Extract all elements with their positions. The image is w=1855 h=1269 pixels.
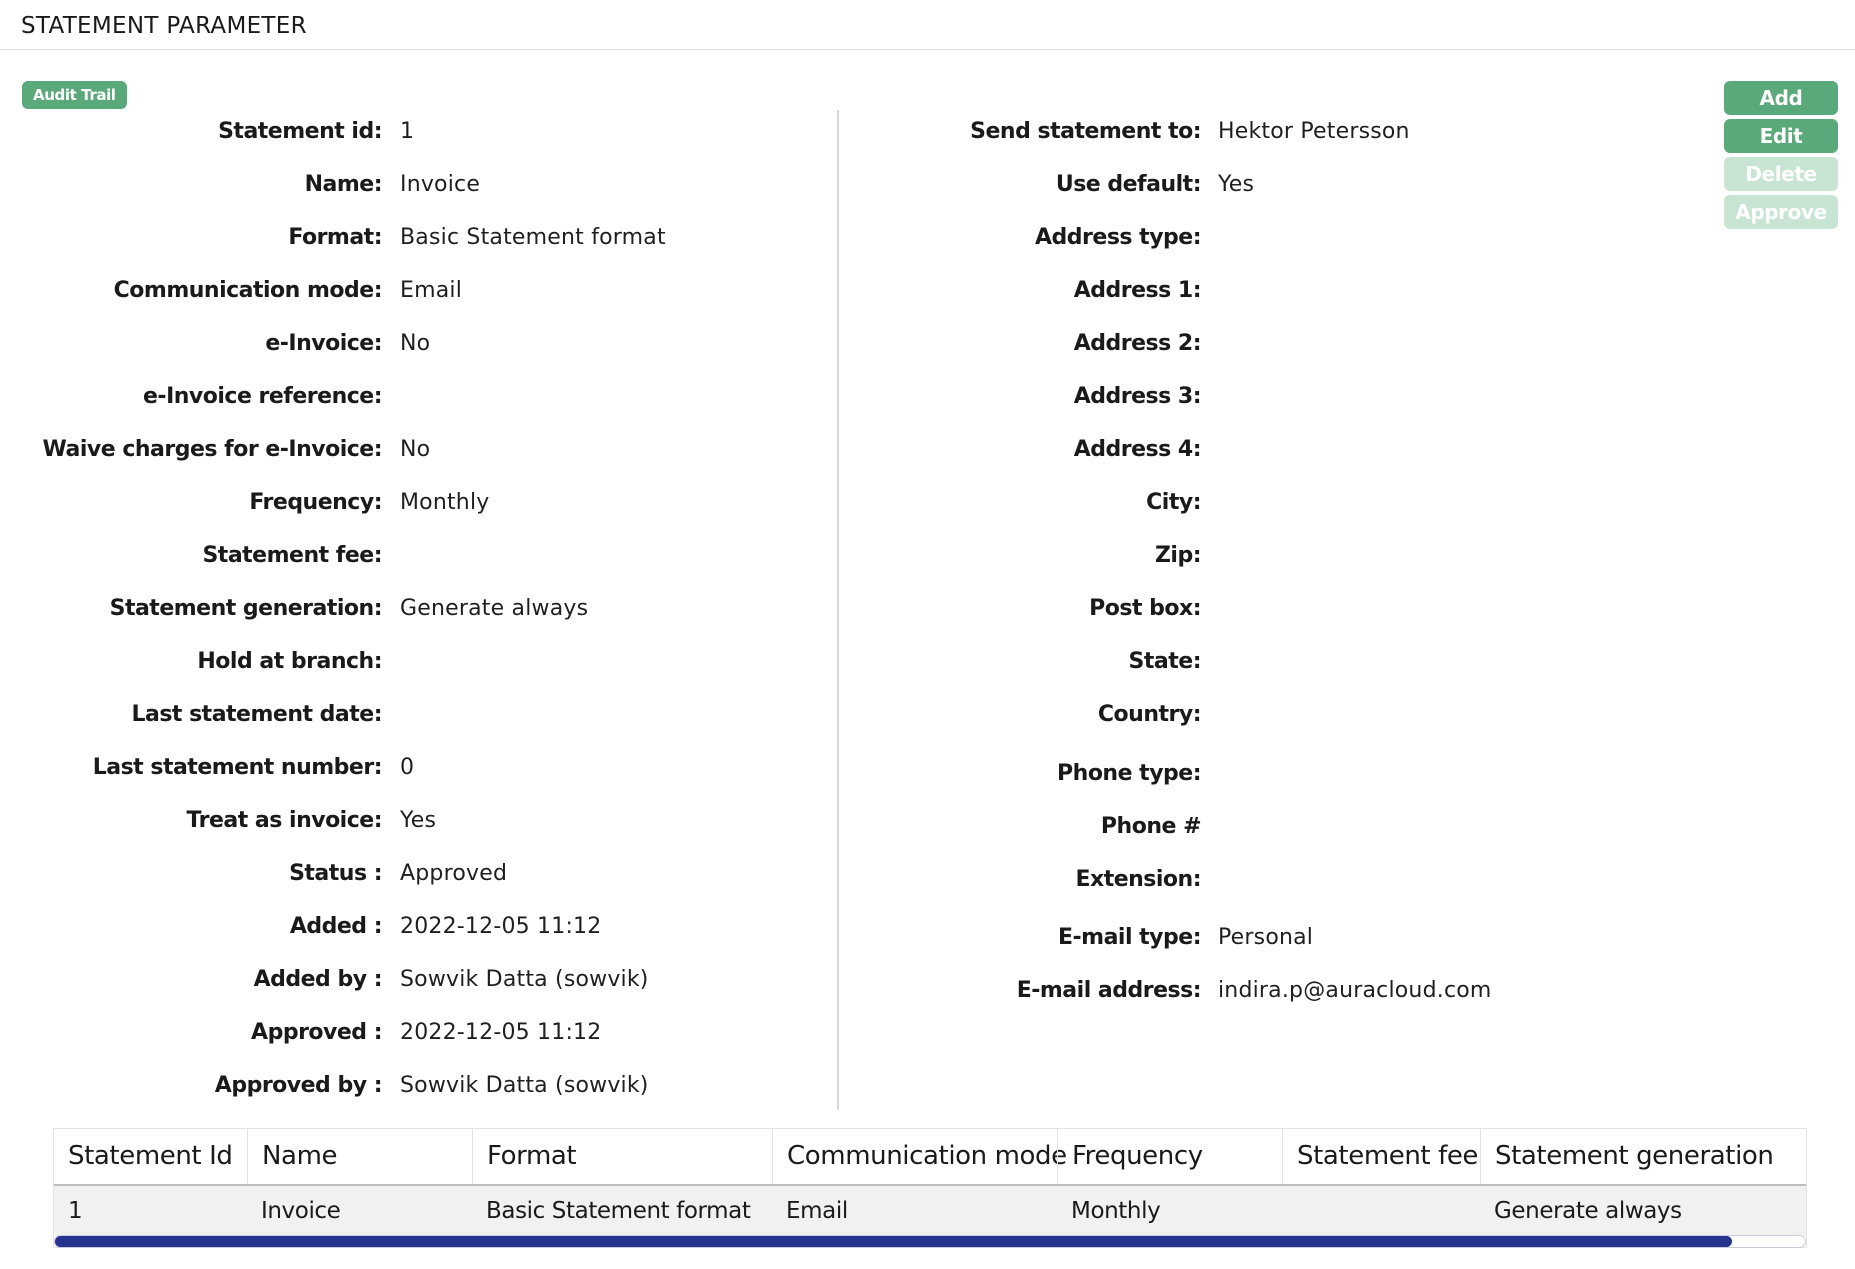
detail-value: Email <box>400 278 463 303</box>
detail-label: Address 1: <box>1073 278 1201 303</box>
detail-label: Approved by : <box>214 1073 382 1098</box>
detail-value: Approved <box>400 861 508 886</box>
table-header <box>54 1129 1806 1186</box>
detail-value: Yes <box>1218 172 1255 197</box>
detail-value: Invoice <box>400 172 481 197</box>
detail-label: State: <box>1128 649 1201 674</box>
detail-label: e-Invoice: <box>265 331 382 356</box>
table-cell-statement-id: 1 <box>68 1198 83 1224</box>
detail-value: Basic Statement format <box>400 225 666 250</box>
detail-label: Format: <box>288 225 382 250</box>
detail-label: Approved : <box>251 1020 382 1045</box>
detail-label: Extension: <box>1075 867 1201 892</box>
detail-label: Communication mode: <box>113 278 382 303</box>
detail-label: Treat as invoice: <box>186 808 382 833</box>
detail-label: Hold at branch: <box>197 649 382 674</box>
detail-value: Hektor Petersson <box>1218 119 1410 144</box>
detail-label: e-Invoice reference: <box>143 384 382 409</box>
detail-value: 2022-12-05 11:12 <box>400 914 602 939</box>
scrollbar-thumb[interactable] <box>55 1236 1732 1247</box>
detail-label: Last statement date: <box>131 702 382 727</box>
audit-trail-button[interactable]: Audit Trail <box>22 81 127 109</box>
detail-label: Address 3: <box>1073 384 1201 409</box>
detail-value: Sowvik Datta (sowvik) <box>400 967 649 992</box>
detail-label: Use default: <box>1055 172 1201 197</box>
table-cell-statement-generation: Generate always <box>1494 1198 1682 1224</box>
detail-label: Added : <box>289 914 382 939</box>
statements-table <box>53 1128 1807 1248</box>
detail-label: Post box: <box>1089 596 1201 621</box>
detail-label: E-mail type: <box>1058 925 1201 950</box>
table-cell-format: Basic Statement format <box>486 1198 751 1224</box>
detail-label: Address 4: <box>1073 437 1201 462</box>
detail-label: Address 2: <box>1073 331 1201 356</box>
detail-value: 2022-12-05 11:12 <box>400 1020 602 1045</box>
detail-value: Monthly <box>400 490 490 515</box>
detail-label: Last statement number: <box>92 755 382 780</box>
detail-label: Statement generation: <box>109 596 382 621</box>
table-cell-statement-fee <box>1282 1186 1480 1236</box>
column-header-format[interactable]: Format <box>472 1129 772 1184</box>
column-header-frequency[interactable]: Frequency <box>1057 1129 1282 1184</box>
detail-label: Zip: <box>1154 543 1201 568</box>
column-header-statement-id[interactable]: Statement Id <box>68 1141 233 1171</box>
detail-label: Phone # <box>1100 814 1201 839</box>
table-cell-name: Invoice <box>261 1198 341 1224</box>
add-button[interactable]: Add <box>1724 81 1838 115</box>
detail-label: City: <box>1146 490 1201 515</box>
column-header-communication-mode[interactable]: Communication mode <box>772 1129 1057 1184</box>
detail-value: Generate always <box>400 596 589 621</box>
detail-label: Phone type: <box>1057 761 1201 786</box>
detail-label: E-mail address: <box>1016 978 1201 1003</box>
detail-label: Status : <box>289 861 382 886</box>
column-header-name[interactable]: Name <box>247 1129 472 1184</box>
delete-button: Delete <box>1724 157 1838 191</box>
detail-label: Country: <box>1097 702 1201 727</box>
detail-value: Yes <box>400 808 437 833</box>
column-header-statement-generation[interactable]: Statement generation <box>1480 1129 1808 1184</box>
column-header-statement-fee[interactable]: Statement fee <box>1282 1129 1480 1184</box>
page-title: STATEMENT PARAMETER <box>21 13 307 39</box>
detail-value: 0 <box>400 755 415 780</box>
detail-label: Frequency: <box>249 490 382 515</box>
detail-value: No <box>400 331 431 356</box>
page-header <box>0 0 1855 50</box>
approve-button: Approve <box>1724 195 1838 229</box>
edit-button[interactable]: Edit <box>1724 119 1838 153</box>
detail-value: No <box>400 437 431 462</box>
detail-value: Personal <box>1218 925 1314 950</box>
detail-value: Sowvik Datta (sowvik) <box>400 1073 649 1098</box>
detail-label: Name: <box>304 172 382 197</box>
detail-value: indira.p@auracloud.com <box>1218 978 1492 1003</box>
horizontal-scrollbar[interactable] <box>54 1235 1806 1248</box>
table-row[interactable] <box>54 1186 1806 1236</box>
detail-label: Address type: <box>1035 225 1201 250</box>
table-cell-communication-mode: Email <box>786 1198 848 1224</box>
detail-label: Send statement to: <box>970 119 1201 144</box>
table-cell-frequency: Monthly <box>1071 1198 1161 1224</box>
detail-label: Added by : <box>253 967 382 992</box>
detail-label: Waive charges for e-Invoice: <box>42 437 382 462</box>
detail-label: Statement id: <box>218 119 382 144</box>
detail-value: 1 <box>400 119 415 144</box>
detail-label: Statement fee: <box>202 543 382 568</box>
